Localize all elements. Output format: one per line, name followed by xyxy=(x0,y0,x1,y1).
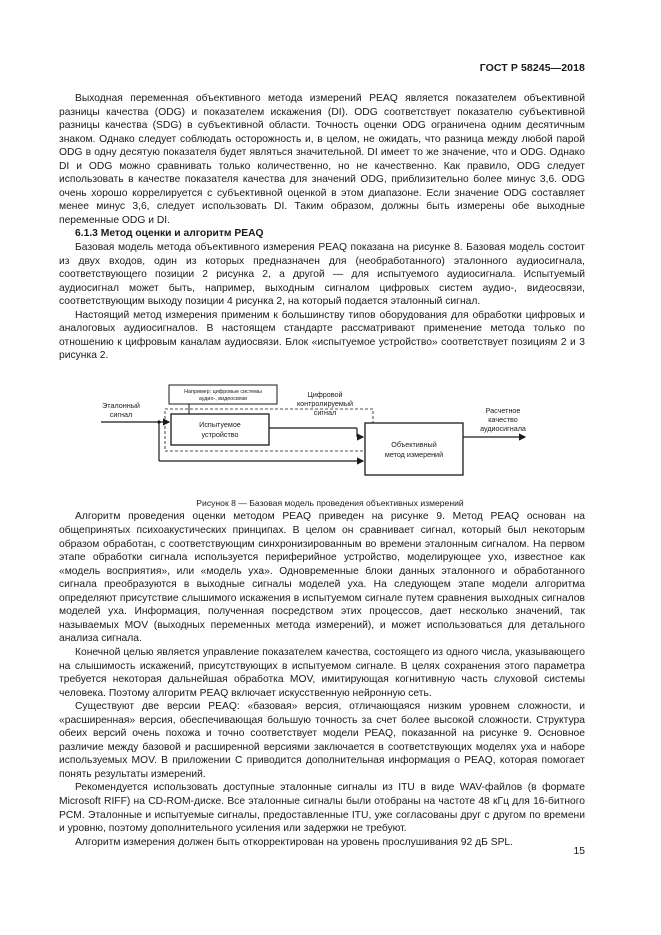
paragraph-versions: Существуют две версии PEAQ: «базовая» версия, отличающаяся низким уровнем сложности, и «расширенная» версия, обеспечивающая большую точность за счет более высокой сложности. Структура обеих версий очень похожа и точно соответствует модели PEAQ, показанной на рисунке 9. Основное различие между базовой и расширенной версиями заключается в соответствующих моделях уха и наборе используемых MOV. В приложении C приводится дополнительная информация о PEAQ, которая помогает понять результаты измерений. xyxy=(59,701,585,780)
output-label-1: Расчетное xyxy=(485,405,521,415)
digital-signal-label-1: Цифровой xyxy=(307,389,343,399)
output-label-2: качество xyxy=(488,414,518,424)
method-label-1: Объективный xyxy=(391,439,437,449)
paragraph-algorithm: Алгоритм проведения оценки методом PEAQ приведен на рисунке 9. Метод PEAQ основан на общепринятых психоакустических принципах. В целом он сравнивает сигнал, который был некоторым образом обработан, с соответствующим синхронизированным во времени эталонным сигналом. На первом этапе обработки сигнала используется периферийное устройство, моделирующее ухо, известное как «модель восприятия», или «модель уха». Одновременные блоки данных эталонного и обработанного сигнала преобразуются в выходные сигналы моделей уха. На следующем этапе модели алгоритма определяют присутствие слышимого искажения в испытуемом сигнале путем сравнения выходных сигналов моделей уха. Информация, полученная посредством этих процессов, дает несколько значений, так называемых MOV (выходных переменных метода измерений), и может использоваться для детального анализа сигнала. xyxy=(59,511,585,645)
figure-caption: Рисунок 8 — Базовая модель проведения объективных измерений xyxy=(196,497,464,508)
document-body xyxy=(59,92,585,849)
figure-8-diagram xyxy=(59,375,585,493)
paragraph-listening-level: Алгоритм измерения должен быть откорректирован на уровень прослушивания 92 дБ SPL. xyxy=(75,836,514,848)
paragraph-basic-model: Базовая модель метода объективного измерения PEAQ показана на рисунке 8. Базовая модель состоит из двух входов, один из которых предназначен для (необработанного) эталонного аудиосигнала, соответствующего позиции 2 рисунка 2, а другой — для испытуемого аудиосигнала. Испытуемый аудиосигнал может быть, например, выходным сигналом цифровых систем аудио-, видеосвязи, соответствующим выходу позиции 4 рисунка 2, на который подается эталонный сигнал. xyxy=(59,242,585,308)
dut-label-1: Испытуемое xyxy=(199,419,241,429)
output-label-3: аудиосигнала xyxy=(480,423,526,433)
objective-method-box xyxy=(365,423,463,475)
paragraph-reference-signals: Рекомендуется использовать доступные эталонные сигналы из ITU в виде WAV-файлов (в формате Microsoft RIFF) на CD-ROM-диске. Все эталонные сигналы были отобраны на частоте 48 кГц для 16-битного PCM. Эталонные и испытуемые сигналы, предоставленные ITU, уже согласованы друг с другом по времени и уровню, поэтому дополнительного усиления или задержки не требуют. xyxy=(59,782,585,835)
section-heading: 6.1.3 Метод оценки и алгоритм PEAQ xyxy=(75,228,264,240)
example-text-1: Например: цифровые системы xyxy=(184,388,262,395)
paragraph-odg: Выходная переменная объективного метода измерений PEAQ является показателем объективной разницы качества (ODG) и показателем искажения (DI). ODG соответствует показателю субъективной разницы качества (SDG) в субъективной области. Точность оценки ODG ограничена одним десятичным знаком. Однако следует соблюдать осторожность и, в целом, не ожидать, что разница между любой парой ODG в одну десятую показателя будет являться значительной. DI имеет то же значение, что и ODG. Однако DI и ODG можно сравнивать только количественно, но не качественно. Как правило, ODG следует использовать в качестве показателя качества для значений ODG, приблизительно более минус 3,6. ODG очень хорошо коррелируется с субъективной оценкой в этом диапазоне. Если значение ODG составляет менее минус 3,6, следует использовать DI. Таким образом, должны быть измерены обе выходные переменные ODG и DI. xyxy=(59,93,585,226)
dut-label-2: устройство xyxy=(201,429,239,439)
paragraph-applicability: Настоящий метод измерения применим к большинству типов оборудования для обработки цифровых и аналоговых аудиосигналов. В настоящем стандарте рассматривают применение метода только по отношению к цифровым каналам аудиосвязи. Блок «испытуемое устройство» соответствует позициям 2 и 3 рисунка 2. xyxy=(59,309,585,362)
example-text-2: аудио-, видеосвязи xyxy=(198,395,248,402)
reference-signal-label-2: сигнал xyxy=(109,409,133,419)
digital-signal-label-2: контролируемый xyxy=(296,398,354,408)
digital-signal-label-3: сигнал xyxy=(313,407,337,417)
standard-code: ГОСТ Р 58245—2018 xyxy=(479,62,585,74)
method-label-2: метод измерений xyxy=(384,449,444,459)
reference-signal-label-1: Эталонный xyxy=(102,400,140,410)
figure-8 xyxy=(59,375,585,493)
page-number: 15 xyxy=(573,846,585,857)
paragraph-goal: Конечной целью является управление показателем качества, состоящего из одного числа, указывающего на слышимость искажений, присутствующих в испытуемом сигнале. В целях сохранения этого параметра требуется некоторая дальнейшая обработка MOV, имитирующая когнитивную часть слуховой системы человека. Поэтому алгоритм PEAQ включает искусственную нейронную сеть. xyxy=(59,646,585,699)
